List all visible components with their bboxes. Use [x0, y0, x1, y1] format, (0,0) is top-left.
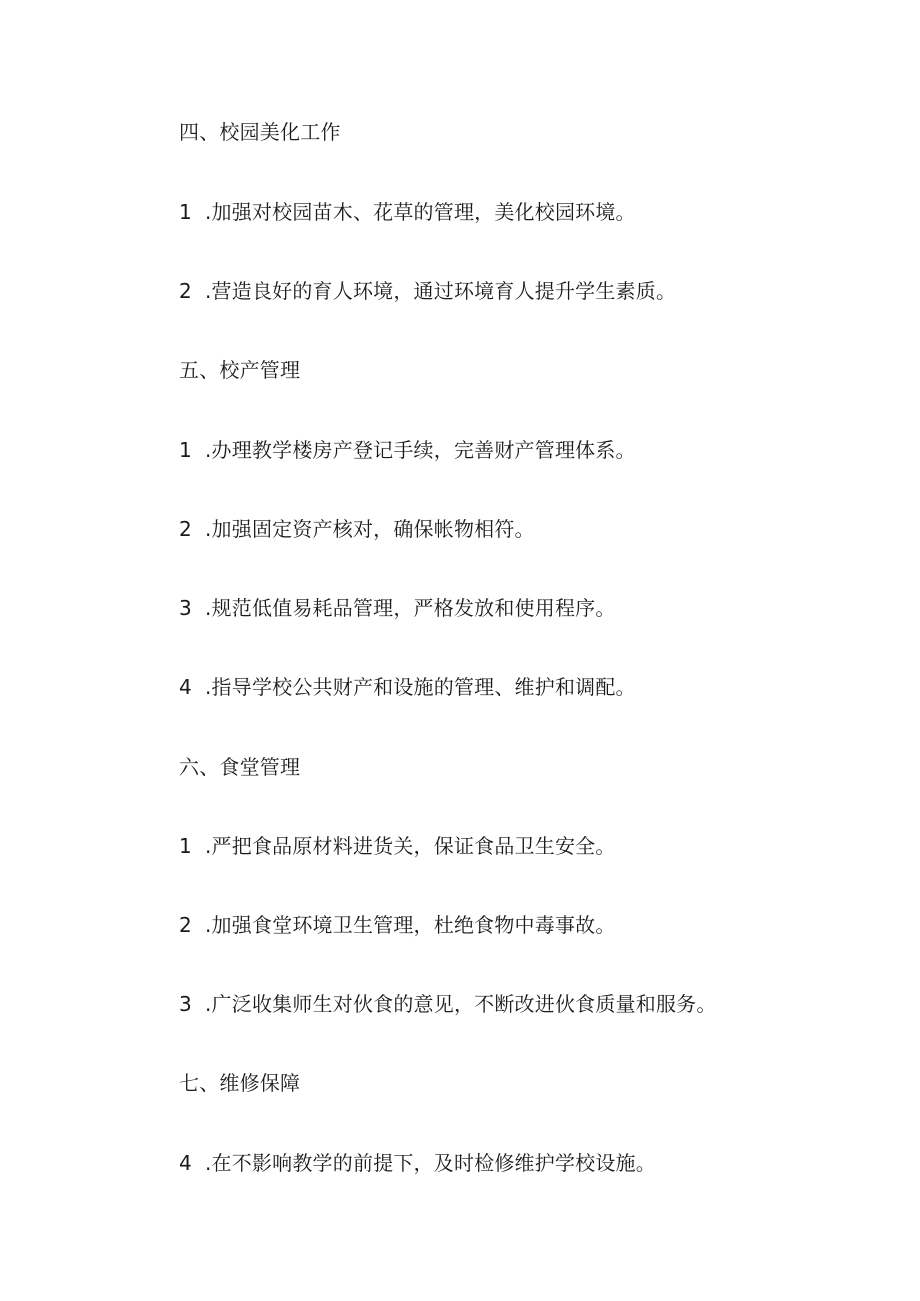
item-number: 2 — [179, 279, 192, 303]
item-number: 1 — [179, 438, 192, 462]
item-number: 4 — [179, 1151, 192, 1175]
section-heading: 五、校产管理 — [179, 358, 301, 382]
list-item — [179, 674, 636, 700]
item-number: 1 — [179, 200, 192, 224]
section-heading: 四、校园美化工作 — [179, 120, 341, 144]
item-text: .办理教学楼房产登记手续，完善财产管理体系。 — [205, 438, 636, 462]
list-item — [179, 833, 616, 859]
item-number: 1 — [179, 834, 192, 858]
list-item — [179, 991, 717, 1017]
section-heading: 七、维修保障 — [179, 1071, 301, 1095]
item-text: .营造良好的育人环境，通过环境育人提升学生素质。 — [205, 279, 677, 303]
item-text: .加强固定资产核对，确保帐物相符。 — [205, 517, 535, 541]
list-item — [179, 278, 676, 304]
list-item — [179, 595, 616, 621]
item-text: .严把食品原材料进货关，保证食品卫生安全。 — [205, 834, 616, 858]
item-text: .规范低值易耗品管理，严格发放和使用程序。 — [205, 596, 616, 620]
list-item — [179, 199, 636, 225]
list-item — [179, 1150, 656, 1176]
list-item — [179, 437, 636, 463]
item-text: .指导学校公共财产和设施的管理、维护和调配。 — [205, 675, 636, 699]
item-number: 3 — [179, 596, 192, 620]
item-text: .加强食堂环境卫生管理，杜绝食物中毒事故。 — [205, 913, 616, 937]
item-number: 2 — [179, 517, 192, 541]
item-text: .加强对校园苗木、花草的管理，美化校园环境。 — [205, 200, 636, 224]
item-number: 3 — [179, 992, 192, 1016]
section-heading: 六、食堂管理 — [179, 755, 301, 779]
item-number: 2 — [179, 913, 192, 937]
item-text: .在不影响教学的前提下，及时检修维护学校设施。 — [205, 1151, 656, 1175]
list-item — [179, 516, 535, 542]
item-text: .广泛收集师生对伙食的意见，不断改进伙食质量和服务。 — [205, 992, 717, 1016]
item-number: 4 — [179, 675, 192, 699]
list-item — [179, 912, 616, 938]
